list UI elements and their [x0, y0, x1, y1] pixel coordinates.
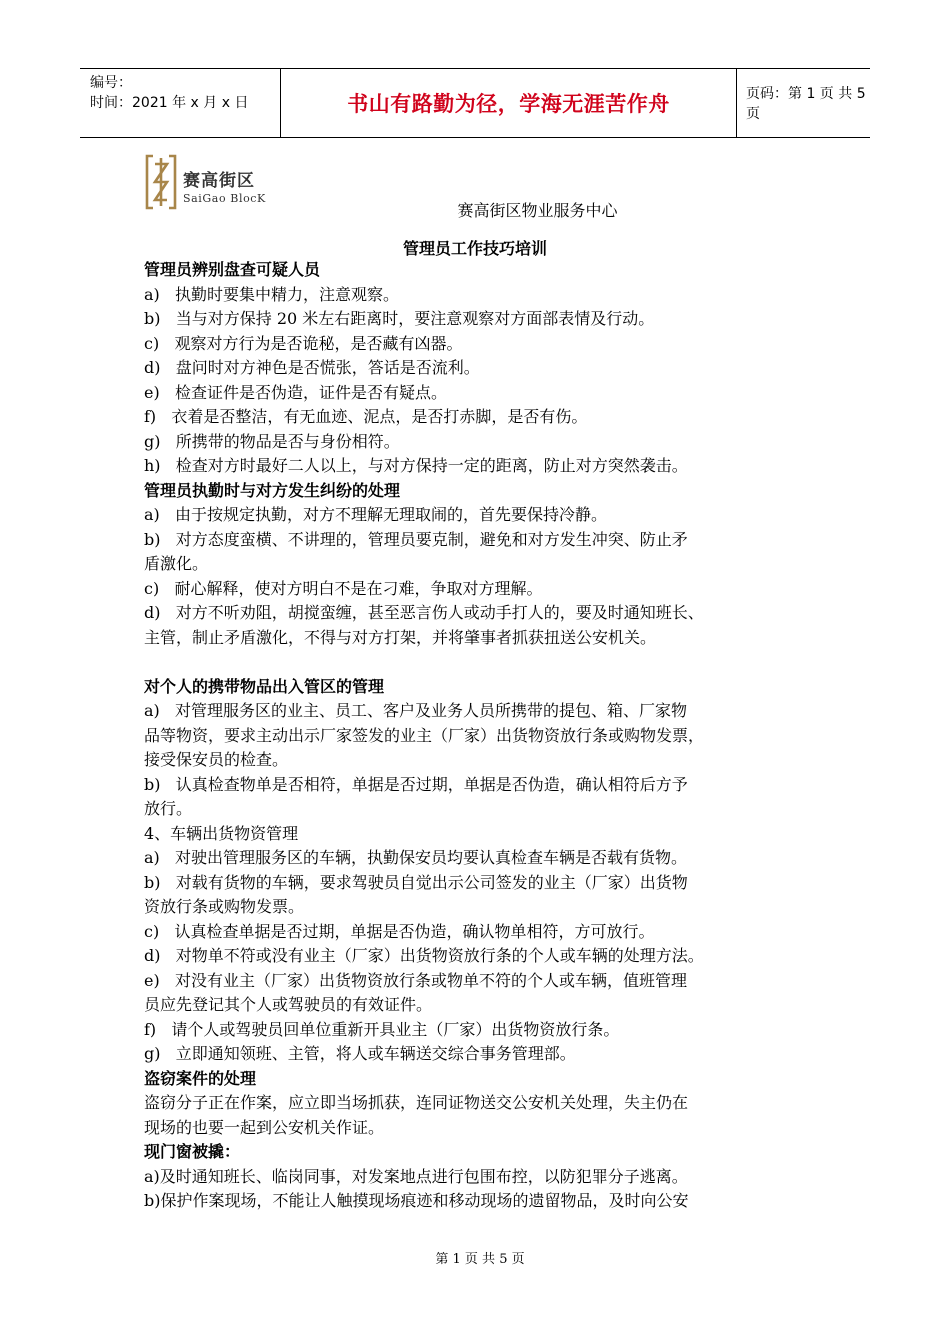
- body-line: a)及时通知班长、临岗同事，对发案地点进行包围布控，以防犯罪分子逃离。: [144, 1166, 688, 1186]
- body-line: c) 观察对方行为是否诡秘，是否藏有凶器。: [144, 333, 463, 353]
- body-line: 放行。: [144, 799, 193, 818]
- blank-line: [144, 650, 820, 675]
- body-line: c) 耐心解释，使对方明白不是在刁难，争取对方理解。: [144, 578, 543, 598]
- doc-time-label: 时间：2021 年 x 月 x 日: [90, 95, 249, 111]
- document-body: [144, 258, 820, 1214]
- header-meta: [80, 69, 280, 137]
- section-heading: 管理员执勤时与对方发生纠纷的处理: [144, 480, 401, 500]
- doc-title: 管理员工作技巧培训: [402, 239, 547, 258]
- body-line: 品等物资，要求主动出示厂家签发的业主（厂家）出货物资放行条或购物发票，: [144, 725, 705, 745]
- body-line: a) 对驶出管理服务区的车辆，执勤保安员均要认真检查车辆是否载有货物。: [144, 848, 688, 867]
- body-line: b) 当与对方保持 20 米左右距离时，要注意观察对方面部表情及行动。: [144, 309, 655, 328]
- body-line: c) 认真检查单据是否过期，单据是否伪造，确认物单相符，方可放行。: [144, 921, 655, 941]
- section-heading: 管理员辨别盘查可疑人员: [144, 260, 321, 279]
- body-line: 现场的也要一起到公安机关作证。: [144, 1117, 385, 1137]
- body-line: a) 对管理服务区的业主、员工、客户及业务人员所携带的提包、箱、厂家物: [144, 701, 688, 720]
- header-motto-cell: [280, 69, 737, 137]
- body-line: f) 请个人或驾驶员回单位重新开具业主（厂家）出货物资放行条。: [144, 1019, 620, 1039]
- body-line: a) 由于按规定执勤，对方不理解无理取闹的，首先要保持冷静。: [144, 505, 608, 524]
- page-header: [80, 68, 870, 138]
- body-line: f) 衣着是否整洁，有无血迹、泥点，是否打赤脚，是否有伤。: [144, 407, 588, 426]
- body-line: g) 所携带的物品是否与身份相符。: [144, 431, 400, 451]
- body-line: 资放行条或购物发票。: [144, 897, 305, 916]
- body-line: 接受保安员的检查。: [144, 750, 289, 769]
- body-line: b) 对载有货物的车辆，要求驾驶员自觉出示公司签发的业主（厂家）出货物: [144, 872, 688, 892]
- body-line: 员应先登记其个人或驾驶员的有效证件。: [144, 995, 433, 1014]
- section-heading: 对个人的携带物品出入管区的管理: [144, 676, 385, 696]
- body-line: e) 对没有业主（厂家）出货物资放行条或物单不符的个人或车辆，值班管理: [144, 970, 687, 990]
- body-line: d) 对方不听劝阻，胡搅蛮缠，甚至恶言伤人或动手打人的，要及时通知班长、: [144, 603, 704, 622]
- doc-number-label: 编号：: [90, 75, 132, 91]
- header-page-label: 页码：第 1 页 共 5 页: [746, 86, 866, 122]
- section-heading: 现门窗被撬：: [144, 1142, 241, 1161]
- body-line: h) 检查对方时最好二人以上，与对方保持一定的距离，防止对方突然袭击。: [144, 456, 688, 475]
- body-line: 盾激化。: [144, 554, 209, 573]
- body-line: 4、车辆出货物资管理: [144, 823, 299, 843]
- body-line: a) 执勤时要集中精力，注意观察。: [144, 284, 400, 304]
- body-line: d) 盘问时对方神色是否慌张，答话是否流利。: [144, 358, 480, 377]
- org-name: 赛高街区物业服务中心: [457, 201, 618, 220]
- body-line: b)保护作案现场，不能让人触摸现场痕迹和移动现场的遗留物品，及时向公安: [144, 1191, 689, 1210]
- logo-cn-text: 赛高街区: [183, 171, 255, 191]
- body-line: g) 立即通知领班、主管，将人或车辆送交综合事务管理部。: [144, 1044, 576, 1063]
- body-line: b) 对方态度蛮横、不讲理的，管理员要克制，避免和对方发生冲突、防止矛: [144, 529, 688, 549]
- logo-en-text: SaiGao BlocK: [183, 192, 266, 205]
- body-line: 盗窃分子正在作案，应立即当场抓获，连同证物送交公安机关处理，失主仍在: [144, 1093, 689, 1112]
- page-footer: 第 1 页 共 5 页: [435, 1252, 525, 1267]
- section-heading: 盗窃案件的处理: [144, 1068, 257, 1088]
- header-motto: 书山有路勤为径，学海无涯苦作舟: [347, 92, 670, 116]
- body-line: 主管，制止矛盾激化，不得与对方打架，并将肇事者抓获扭送公安机关。: [144, 627, 657, 647]
- body-line: d) 对物单不符或没有业主（厂家）出货物资放行条的个人或车辆的处理方法。: [144, 946, 704, 965]
- body-line: e) 检查证件是否伪造，证件是否有疑点。: [144, 382, 447, 402]
- body-line: b) 认真检查物单是否相符，单据是否过期，单据是否伪造，确认相符后方予: [144, 774, 688, 794]
